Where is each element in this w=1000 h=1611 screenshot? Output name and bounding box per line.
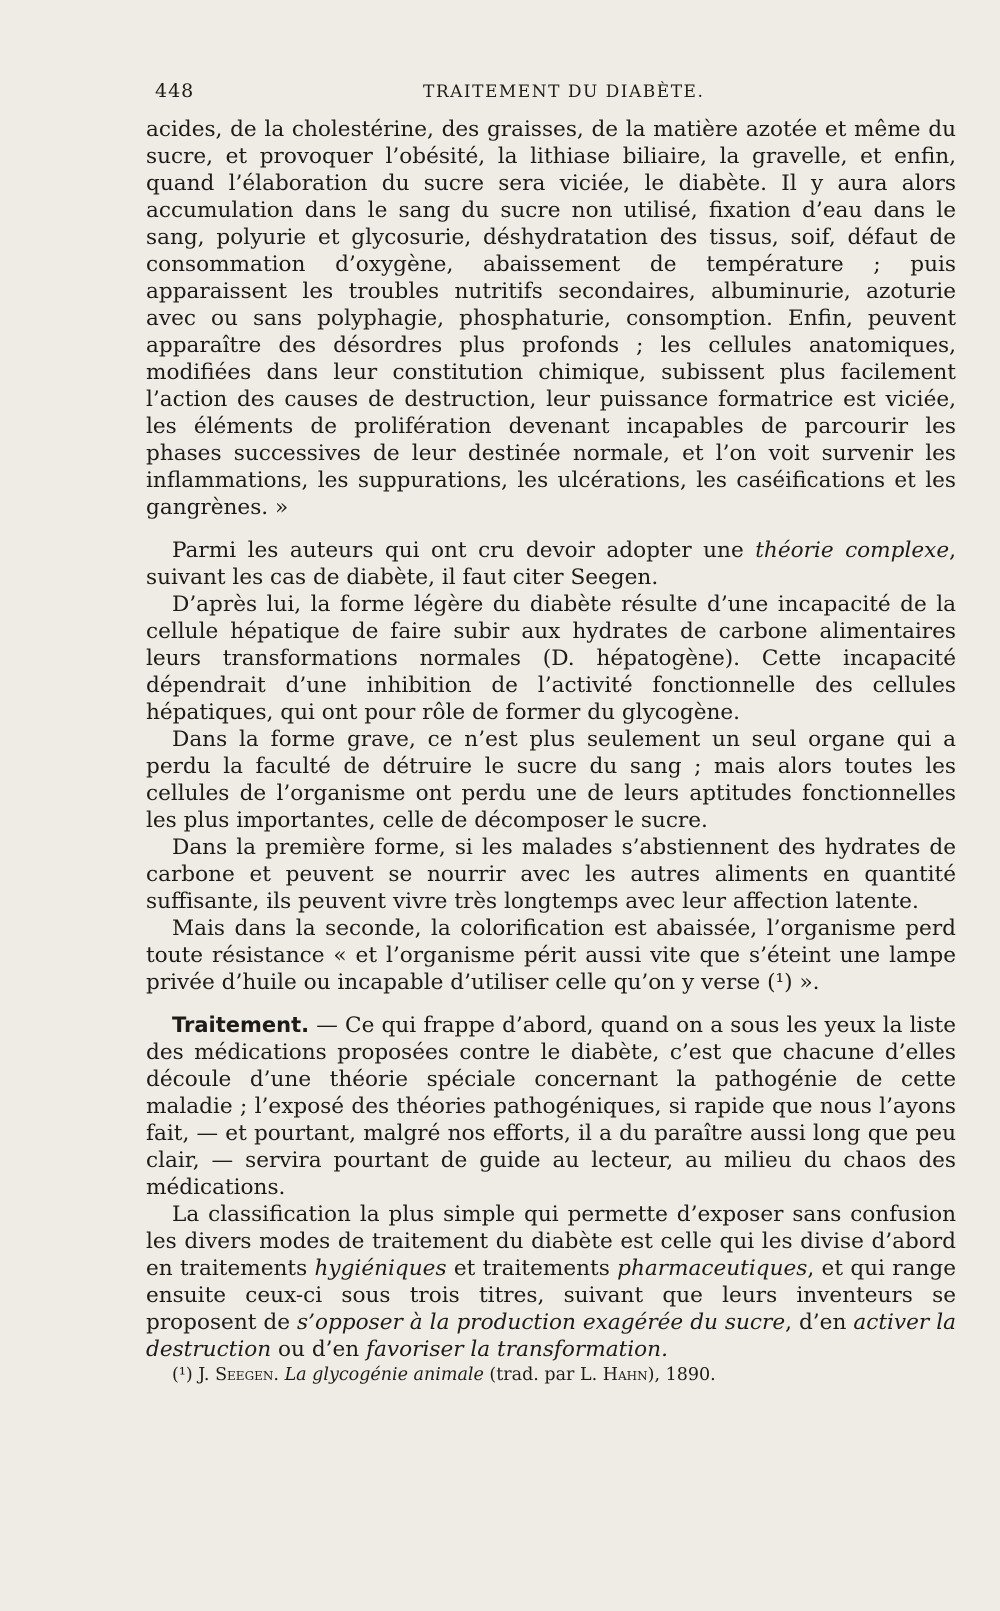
paragraph-classification [146, 1201, 956, 1363]
paragraph-seegen [146, 537, 956, 591]
text: (trad. par L. [483, 1365, 603, 1385]
footnote-reference: (¹) [767, 970, 793, 995]
quote-continuation-paragraph: acides, de la cholestérine, des graisses, de la matière azotée et même du sucre, et provoquer l’obésité, la lithiase biliaire, la gravelle, et enfin, quand l’élaboration du sucre sera viciée, le diabète. Il y aura alors accumulation dans le sang du sucre non utilisé, fixation d’eau dans le sang, polyurie et glycosurie, déshydratation des tissus, soif, défaut de consommation d’oxygène, abaissement de température ; puis apparaissent les troubles nutritifs secondaires, albuminurie, azoturie avec ou sans polyphagie, phosphaturie, consomption. Enfin, peuvent apparaître des désordres plus profonds ; les cellules anatomiques, modifiées dans leur constitution chimique, subissent plus facilement l’action des causes de destruction, leur puissance formatrice est viciée, les éléments de prolifération devenant incapables de parcourir les phases successives de leur destinée normale, et l’on voit survenir les inflammations, les suppurations, les ulcérations, les caséifications et les gangrènes. » [146, 117, 956, 520]
paragraph-forme-grave: Dans la forme grave, ce n’est plus seulement un seul organe qui a perdu la faculté de détruire le sucre du sang ; mais alors toutes les cellules de l’organisme ont perdu une de leurs aptitudes fonctionnelles les plus importantes, celle de décomposer le sucre. [146, 727, 956, 833]
text: ou d’en [271, 1337, 367, 1362]
italic-term: s’opposer à la production exagérée du sucre [297, 1310, 786, 1335]
text: , suivant les cas de diabète, il faut citer Seegen. [146, 538, 956, 590]
text: Parmi les auteurs qui ont cru devoir adopter une [172, 538, 756, 563]
text: et traitements [446, 1256, 618, 1281]
section-heading: Traitement. [172, 1013, 310, 1037]
footnote [146, 1363, 956, 1387]
italic-term: hygiéniques [314, 1256, 447, 1281]
author-name: Seegen. [215, 1365, 279, 1385]
page-number: 448 [155, 80, 195, 102]
text: ». [792, 970, 820, 995]
italic-term: activer la destruction [146, 1310, 956, 1362]
running-title: TRAITEMENT DU DIABÈTE. [423, 82, 705, 102]
text: , d’en [785, 1310, 854, 1335]
text: — Ce qui frappe d’abord, quand on a sous les yeux la liste des médications proposées contre le diabète, c’est que chacune d’elles découle d’une théorie spéciale concernant la pathogénie de cette maladie ; l’exposé des théories pathogéniques, si rapide que nous l’ayons fait, — et pourtant, malgré nos efforts, il a du paraître aussi long que peu clair, — servira pourtant de guide au lecteur, au milieu du chaos des médications. [146, 1013, 956, 1200]
paragraph-forme-legere: D’après lui, la forme légère du diabète résulte d’une incapacité de la cellule hépatique de faire subir aux hydrates de carbone alimentaires leurs transformations normales (D. hépatogène). Cette incapacité dépendrait d’une inhibition de l’activité fonctionnelle des cellules hépatiques, qui ont pour rôle de former du glycogène. [146, 592, 956, 725]
paragraph-premiere-forme: Dans la première forme, si les malades s’abstiennent des hydrates de carbone et peuvent se nourrir avec les autres aliments en quantité suffisante, ils peuvent vivre très longtemps avec leur affection latente. [146, 835, 956, 914]
italic-term: théorie complexe [755, 538, 950, 563]
work-title: La glycogénie animale [284, 1365, 484, 1385]
text: ), 1890. [647, 1365, 716, 1385]
italic-term: favoriser la transformation. [366, 1337, 668, 1362]
text: , et qui range ensuite ceux-ci sous trois titres, suivant que leurs inventeurs se proposent de [146, 1256, 956, 1335]
author-initial: J. [198, 1365, 210, 1385]
text: La classification la plus simple qui permette d’exposer sans confusion les divers modes de traitement du diabète est celle qui les divise d’abord en traitements [146, 1202, 956, 1281]
text: Mais dans la seconde, la colorification est abaissée, l’organisme perd toute résistance « et l’organisme périt aussi vite que s’éteint une lampe privée d’huile ou incapable d’utiliser celle qu’on y verse [146, 916, 956, 995]
footnote-mark: (¹) [172, 1365, 193, 1385]
translator-name: Hahn [602, 1365, 648, 1385]
italic-term: pharmaceutiques [617, 1256, 808, 1281]
paragraph-seconde-forme [146, 915, 956, 996]
page-body [146, 116, 956, 1387]
paragraph-traitement [146, 1012, 956, 1201]
running-header [155, 80, 945, 110]
